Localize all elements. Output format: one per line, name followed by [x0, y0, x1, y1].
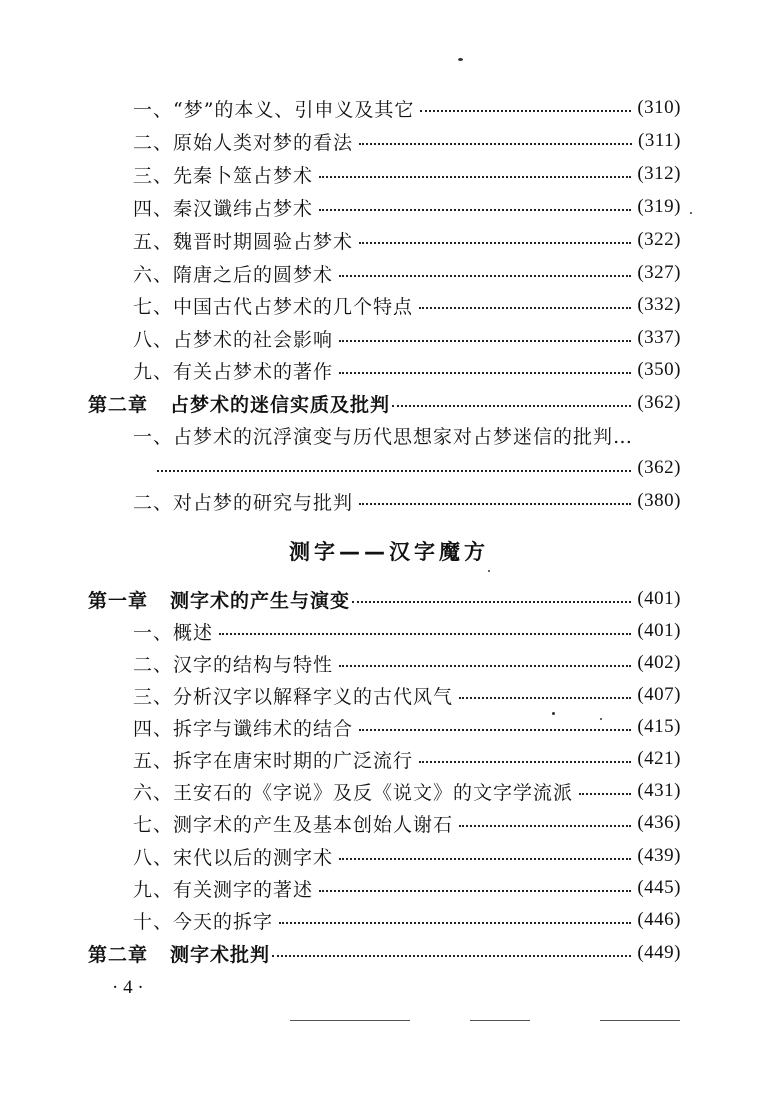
toc-entry — [133, 647, 681, 679]
toc-entry — [133, 158, 681, 190]
toc-entry-label: 二、原始人类对梦的看法 — [133, 131, 354, 154]
dot-leader — [359, 143, 632, 145]
toc-entry — [133, 711, 681, 743]
dot-leader — [339, 372, 631, 374]
dot-leader — [339, 340, 631, 342]
toc-entry-label: 九、有关占梦术的著作 — [133, 360, 334, 383]
toc-entry-label: 五、魏晋时期圆验占梦术 — [133, 230, 354, 253]
toc-entry-label: 七、测字术的产生及基本创始人谢石 — [133, 813, 454, 836]
chapter-label: 第一章 — [88, 589, 149, 612]
toc-entry-label: 二、对占梦的研究与批判 — [133, 491, 354, 514]
toc-entry — [133, 615, 681, 647]
scan-speck — [690, 212, 692, 214]
chapter-title: 占梦术的迷信实质及批判 — [170, 393, 391, 416]
toc-entry-continuation — [157, 452, 681, 484]
page-folio: · 4 · — [112, 977, 144, 998]
dot-leader — [352, 601, 631, 603]
toc-entry — [133, 224, 681, 256]
toc-entry-label: 二、汉字的结构与特性 — [133, 653, 334, 676]
toc-entry-page: (415) — [637, 716, 681, 737]
scan-speck — [552, 712, 555, 715]
toc-entry-label: 三、先秦卜筮占梦术 — [133, 164, 314, 187]
dot-leader — [219, 633, 631, 635]
dot-leader — [392, 405, 631, 407]
toc-entry-label: 八、宋代以后的测字术 — [133, 846, 334, 869]
dot-leader — [419, 307, 631, 309]
dot-leader — [339, 275, 631, 277]
dot-leader — [459, 697, 631, 699]
toc-entry-label: 三、分析汉字以解释字义的古代风气 — [133, 685, 454, 708]
toc-entry-page: (312) — [637, 163, 681, 184]
toc-entry — [133, 840, 681, 872]
toc-entry — [133, 485, 681, 517]
toc-entry-page: (431) — [637, 780, 681, 801]
toc-entry-label: 四、秦汉谶纬占梦术 — [133, 197, 314, 220]
dot-leader — [319, 890, 631, 892]
chapter-page: (449) — [637, 942, 681, 963]
dot-leader — [319, 209, 631, 211]
dot-leader — [339, 665, 631, 667]
dot-leader — [319, 176, 631, 178]
toc-entry-label: 十、今天的拆字 — [133, 910, 274, 933]
dot-leader — [420, 110, 631, 112]
scan-speck — [458, 58, 463, 61]
toc-entry — [133, 191, 681, 223]
chapter-label: 第二章 — [88, 943, 149, 966]
toc-entry-page: (319) — [637, 196, 681, 217]
dot-leader — [157, 470, 631, 472]
toc-entry-page: (350) — [637, 359, 681, 380]
toc-entry — [133, 419, 681, 451]
scan-line — [470, 1020, 530, 1021]
chapter-heading — [88, 583, 681, 615]
chapter-title: 测字术的产生与演变 — [170, 589, 351, 612]
toc-entry-label: 六、隋唐之后的圆梦术 — [133, 263, 334, 286]
toc-entry-label: 一、“梦”的本义、引申义及其它 — [133, 98, 415, 121]
toc-entry-label: 一、概述 — [133, 621, 214, 644]
toc-entry — [133, 807, 681, 839]
toc-entry-label: 六、王安石的《字说》及反《说文》的文字学流派 — [133, 781, 574, 804]
scan-speck — [488, 570, 490, 572]
toc-entry-label: 五、拆字在唐宋时期的广泛流行 — [133, 749, 414, 772]
dot-leader — [339, 858, 631, 860]
dot-leader — [359, 503, 631, 505]
dot-leader — [579, 793, 631, 795]
toc-entry-page: (327) — [637, 262, 681, 283]
toc-entry-page: (421) — [637, 748, 681, 769]
toc-entry-label: 八、占梦术的社会影响 — [133, 328, 334, 351]
toc-entry-page: (436) — [637, 812, 681, 833]
chapter-heading — [88, 387, 681, 419]
chapter-title: 测字术批判 — [170, 943, 271, 966]
part-title: 测字——汉字魔方 — [289, 540, 489, 564]
toc-entry-page: (439) — [637, 845, 681, 866]
toc-entry — [133, 125, 681, 157]
toc-entry-label: 七、中国古代占梦术的几个特点 — [133, 295, 414, 318]
toc-entry-page: (322) — [637, 229, 681, 250]
chapter-page: (401) — [637, 588, 681, 609]
dot-leader — [419, 761, 631, 763]
dot-leader — [359, 242, 631, 244]
scan-speck — [600, 718, 602, 720]
toc-entry-page: (337) — [637, 327, 681, 348]
chapter-label: 第二章 — [88, 393, 149, 416]
dot-leader — [459, 825, 631, 827]
toc-entry-page: (445) — [637, 877, 681, 898]
toc-entry-page: (311) — [638, 130, 681, 151]
toc-entry-label: 四、拆字与谶纬术的结合 — [133, 717, 354, 740]
dot-leader — [279, 922, 631, 924]
dot-leader — [272, 955, 631, 957]
toc-entry — [133, 872, 681, 904]
chapter-page: (362) — [637, 392, 681, 413]
toc-entry-label: 九、有关测字的著述 — [133, 878, 314, 901]
toc-entry-page: (402) — [637, 652, 681, 673]
toc-entry — [133, 257, 681, 289]
dot-leader — [359, 729, 631, 731]
toc-entry — [133, 904, 681, 936]
toc-entry-page: (362) — [637, 457, 681, 478]
scan-line — [600, 1020, 680, 1021]
toc-entry — [133, 775, 681, 807]
scan-line — [290, 1020, 410, 1021]
toc-entry-page: (310) — [637, 97, 681, 118]
toc-entry — [133, 92, 681, 124]
toc-entry-page: (401) — [637, 620, 681, 641]
toc-entry-page: (407) — [637, 684, 681, 705]
toc-entry-label: 一、占梦术的沉浮演变与历代思想家对占梦迷信的批判… — [133, 425, 634, 448]
toc-entry — [133, 743, 681, 775]
toc-entry-page: (332) — [637, 294, 681, 315]
toc-entry — [133, 679, 681, 711]
toc-entry — [133, 354, 681, 386]
toc-entry — [133, 322, 681, 354]
chapter-heading — [88, 937, 681, 969]
toc-entry-page: (446) — [637, 909, 681, 930]
toc-entry — [133, 289, 681, 321]
toc-entry-page: (380) — [637, 490, 681, 511]
